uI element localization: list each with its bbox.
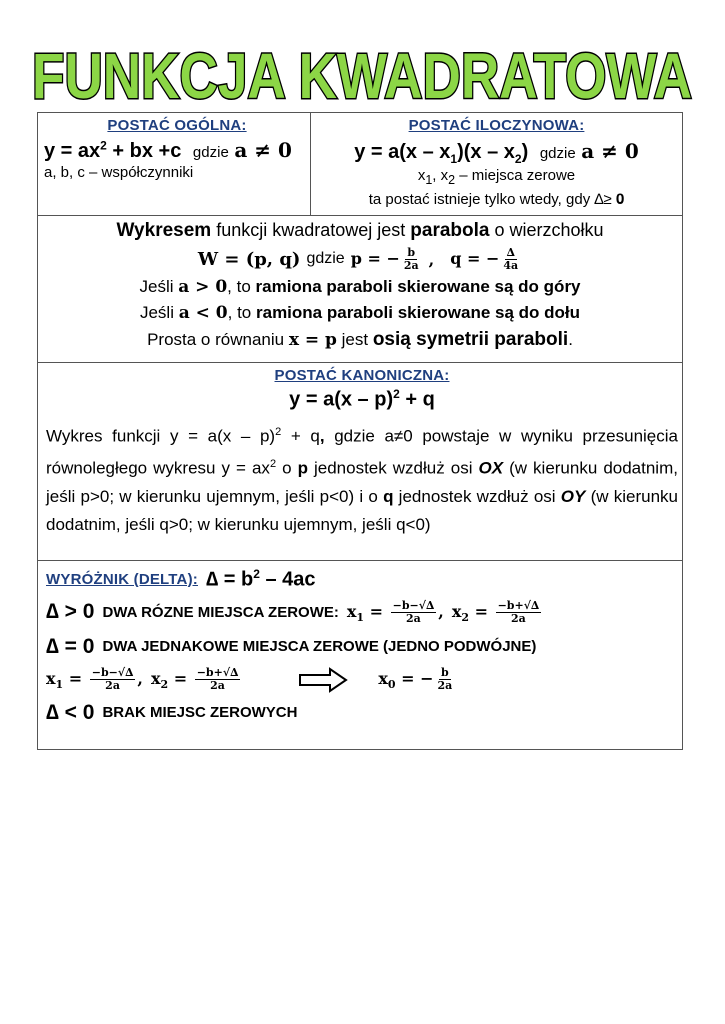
general-formula: $y = ax^2$ + bx +c gdzie 𝐚 ≠ 𝟎 bbox=[44, 138, 292, 162]
title-art bbox=[0, 38, 725, 110]
p-fraction: $\frac{\text{𝐛}}{\text{𝟐𝐚}}$ bbox=[403, 245, 419, 272]
x1-formula: 𝐱$_𝟏$ = $\frac{\text{−𝐛−√∆}}{\text{𝟐𝐚}}$ , bbox=[46, 666, 143, 693]
graph-intro: Wykresem funkcji kwadratowej jest parabola o wierzchołku bbox=[116, 220, 604, 241]
page-title bbox=[0, 38, 725, 110]
delta-heading: WYRÓŻNIK (DELTA): bbox=[46, 570, 198, 588]
q-formula: 𝐪 = − $\frac{\Delta}{\text{𝟒𝐚}}$ bbox=[450, 245, 519, 272]
gdzie-label: gdzie bbox=[306, 250, 345, 267]
forms-row bbox=[38, 113, 682, 216]
x0-formula: 𝐱$_𝟎$ = − $\frac{\text{𝐛}}{\text{𝟐𝐚}}$ bbox=[378, 666, 453, 693]
delta-row bbox=[38, 561, 682, 749]
delta-heading-line bbox=[46, 567, 682, 592]
delta-zero-line: ∆ = 0 DWA JEDNAKOWE MIEJSCA ZEROWE (JEDNO PODWÓJNE) bbox=[46, 634, 537, 658]
product-condition: 𝐚 ≠ 𝟎 bbox=[581, 139, 639, 163]
graph-row bbox=[38, 216, 682, 363]
canonical-heading: POSTAĆ KANONICZNA: bbox=[274, 367, 450, 384]
product-form-cell bbox=[311, 113, 682, 215]
double-root-line bbox=[46, 667, 682, 693]
title-text: FUNKCJA KWADRATOWA bbox=[32, 40, 692, 110]
vertex-formula: 𝐖 = (𝐩, 𝐪) bbox=[197, 248, 301, 270]
general-form-cell bbox=[38, 113, 311, 215]
symmetry-axis-line: Prosta o równaniu 𝐱 = 𝐩 jest osią symetrii paraboli. bbox=[147, 329, 573, 350]
general-coefficients: a, b, c – współczynniki bbox=[44, 164, 194, 181]
implies-arrow-icon bbox=[298, 667, 348, 693]
delta-negative-line: ∆ < 0 BRAK MIEJSC ZEROWYCH bbox=[46, 700, 298, 724]
gdzie-label: gdzie bbox=[539, 145, 576, 162]
general-heading: POSTAĆ OGÓLNA: bbox=[107, 117, 247, 134]
product-exists: ta postać istnieje tylko wtedy, gdy ∆≥ 𝟎 bbox=[368, 191, 625, 208]
x1-formula: 𝐱$_𝟏$ = $\frac{\text{−𝐛−√∆}}{\text{𝟐𝐚}}$ , bbox=[346, 598, 444, 625]
vertex-line: 𝐖 = (𝐩, 𝐪) gdzie 𝐩 = − $\frac{\text{𝐛}}{\text{𝟐𝐚}}$ , 𝐪 = − $\frac{\Delta}{\text{𝟒𝐚}}$ bbox=[38, 244, 682, 274]
delta-formula: ∆ = $b^2 - 4ac$ bbox=[205, 567, 316, 591]
p-formula: 𝐩 = − $\frac{\text{𝐛}}{\text{𝟐𝐚}}$ bbox=[350, 245, 419, 272]
general-condition: 𝐚 ≠ 𝟎 bbox=[234, 138, 292, 162]
canonical-description: Wykres funkcji y = a(x – p)$^2$ + q, gdzie a≠0 powstaje w wyniku przesunięcia równoległego wykresu $y = ax^2$ o p jednostek wzdłuż osi OX (w kierunku dodatnim, jeśli p>0; w kierunku ujemnym, jeśli p<0) i o q jednostek wzdłuż osi OY (w kierunku dodatnim, jeśli q>0; w kierunku ujemnym, jeśli q<0) bbox=[46, 425, 678, 534]
x2-formula: 𝐱$_𝟐$ = $\frac{\text{−𝐛+√∆}}{\text{𝟐𝐚}}$ bbox=[451, 598, 540, 625]
product-zeros: $x_1$, $x_2$ – miejsca zerowe bbox=[417, 167, 576, 187]
arms-up-line: Jeśli 𝐚 > 𝟎, to ramiona paraboli skierowane są do góry bbox=[139, 277, 581, 297]
x2-formula: 𝐱$_𝟐$ = $\frac{\text{−𝐛+√∆}}{\text{𝟐𝐚}}$ bbox=[150, 666, 239, 693]
product-formula: $y = a(x - x_1)(x - x_2)$ gdzie 𝐚 ≠ 𝟎 bbox=[354, 139, 639, 166]
canonical-formula: y = a(x – p)$^2$ + q bbox=[289, 387, 435, 411]
arms-down-line: Jeśli 𝐚 < 𝟎, to ramiona paraboli skierowane są do dołu bbox=[139, 303, 581, 323]
q-fraction: $\frac{\Delta}{\text{𝟒𝐚}}$ bbox=[503, 245, 519, 272]
formula-sheet bbox=[37, 112, 683, 750]
gdzie-label: gdzie bbox=[192, 144, 229, 161]
canonical-row bbox=[38, 363, 682, 561]
product-heading: POSTAĆ ILOCZYNOWA: bbox=[408, 117, 585, 134]
delta-positive-line: ∆ > 0 DWA RÓZNE MIEJSCA ZEROWE: 𝐱$_𝟏$ = $\frac{\text{−𝐛−√∆}}{\text{𝟐𝐚}}$ , 𝐱$_𝟐$ = $\frac{\text{−𝐛+√∆}}{\text{𝟐𝐚}}$ bbox=[46, 600, 682, 625]
